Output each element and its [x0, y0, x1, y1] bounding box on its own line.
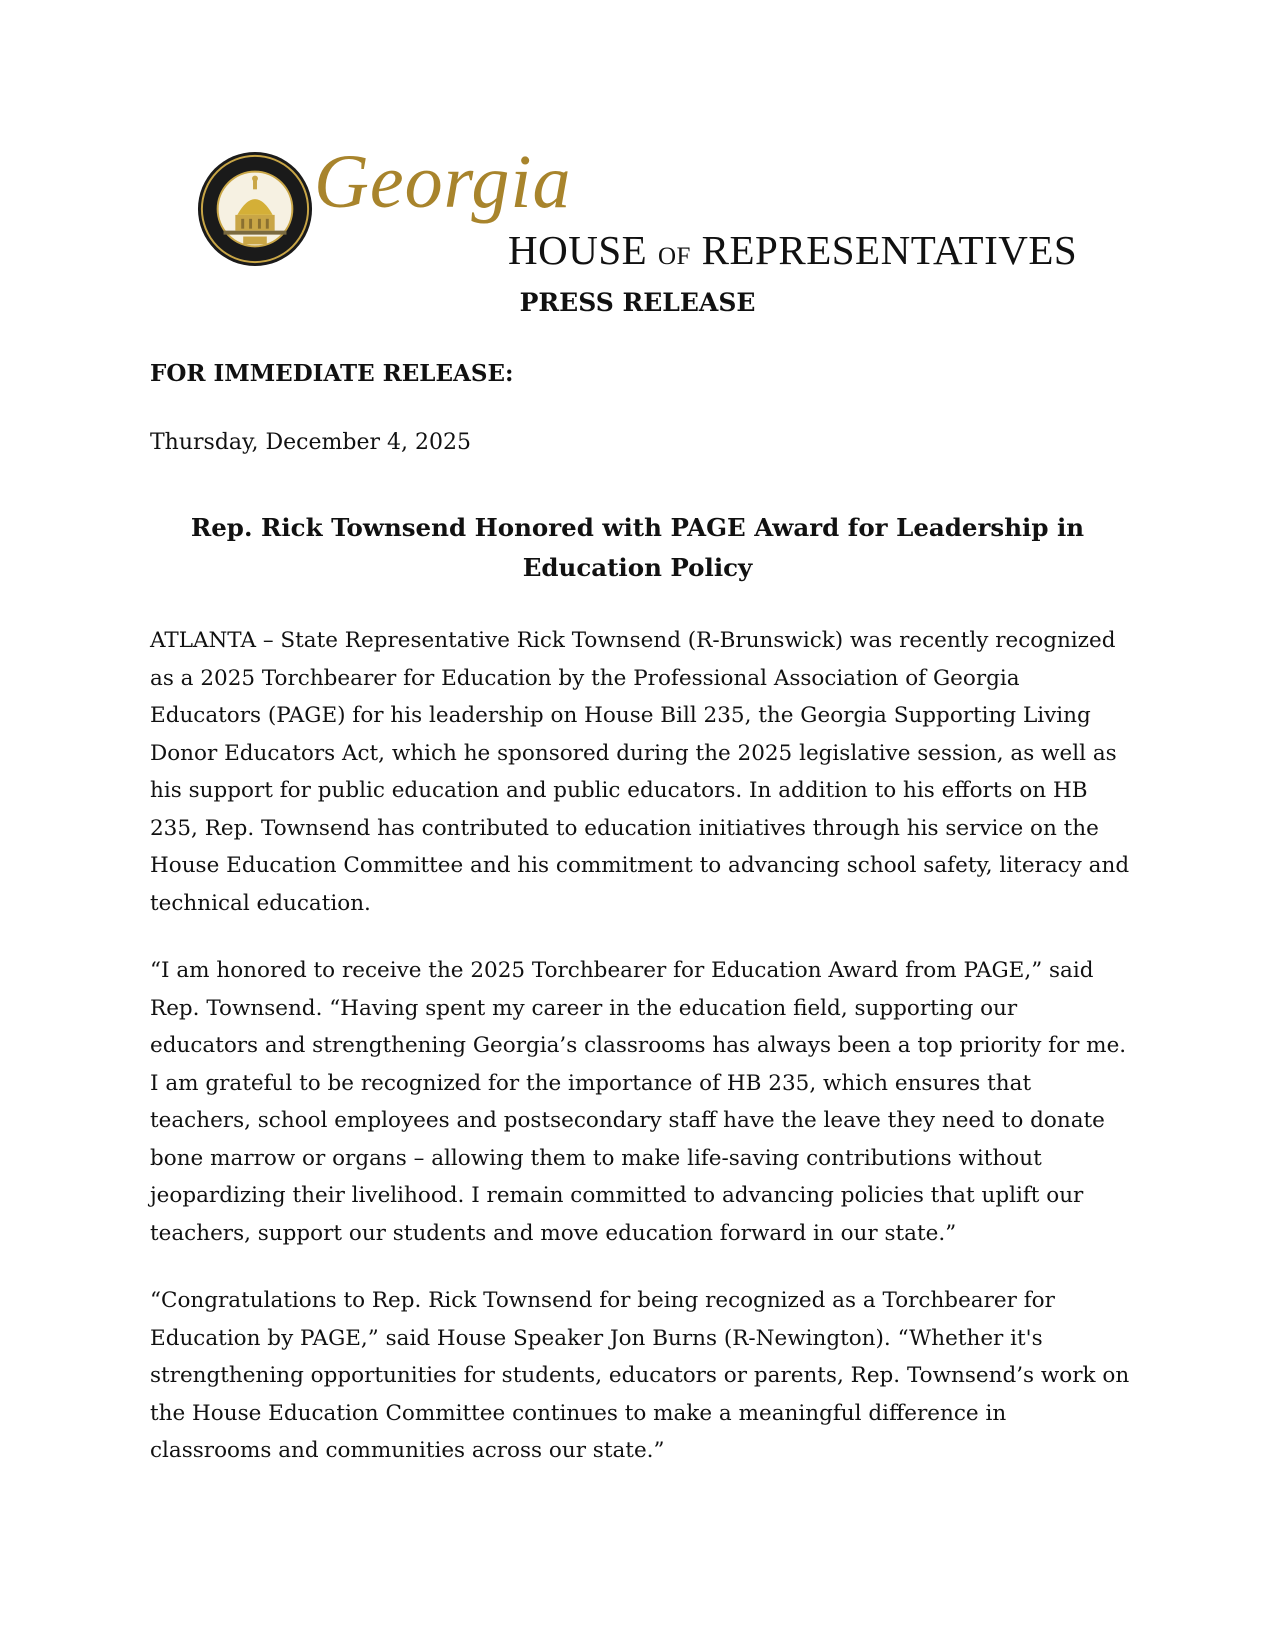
- paragraph-3: “Congratulations to Rep. Rick Townsend for being recognized as a Torchbearer for Education by PAGE,” said House Speaker Jon Burns (R-Newington). “Whether it's strengthening opportunities for students, educators or parents, Rep. Townsend’s work on the House Education Committee continues to make a meaningful difference in classrooms and communities across our state.”: [150, 1288, 1130, 1463]
- letterhead: [196, 140, 1078, 276]
- logo-representatives-text: REPRESENTATIVES: [701, 227, 1078, 273]
- paragraph-2: “I am honored to receive the 2025 Torchbearer for Education Award from PAGE,” said Rep. Townsend. “Having spent my career in the education field, supporting our educators and strengthening Georgia’s classrooms has always been a top priority for me. I am grateful to be recognized for the importance of HB 235, which ensures that teachers, school employees and postsecondary staff have the leave they need to donate bone marrow or organs – allowing them to make life-saving contributions without jeopardizing their livelihood. I remain committed to advancing policies that uplift our teachers, support our students and move education forward in our state.”: [150, 958, 1127, 1246]
- logo-house-text: HOUSE: [508, 227, 648, 273]
- logo-of-text: OF: [657, 243, 691, 270]
- immediate-release-label: FOR IMMEDIATE RELEASE:: [150, 360, 514, 387]
- press-release-title: PRESS RELEASE: [519, 288, 756, 317]
- logo-georgia-wordmark: Georgia: [314, 140, 572, 224]
- body-text: [150, 622, 1130, 1500]
- georgia-house-seal-logo: [196, 150, 314, 268]
- release-date: Thursday, December 4, 2025: [150, 430, 471, 455]
- headline: Rep. Rick Townsend Honored with PAGE Award for Leadership in Education Policy: [190, 513, 1085, 582]
- paragraph-1: ATLANTA – State Representative Rick Townsend (R-Brunswick) was recently recognized as a 2025 Torchbearer for Education by the Professional Association of Georgia Educators (PAGE) for his leadership on House Bill 235, the Georgia Supporting Living Donor Educators Act, which he sponsored during the 2025 legislative session, as well as his support for public education and public educators. In addition to his efforts on HB 235, Rep. Townsend has contributed to education initiatives through his service on the House Education Committee and his commitment to advancing school safety, literacy and technical education.: [150, 628, 1130, 916]
- logo-house-wordmark: [508, 227, 1078, 273]
